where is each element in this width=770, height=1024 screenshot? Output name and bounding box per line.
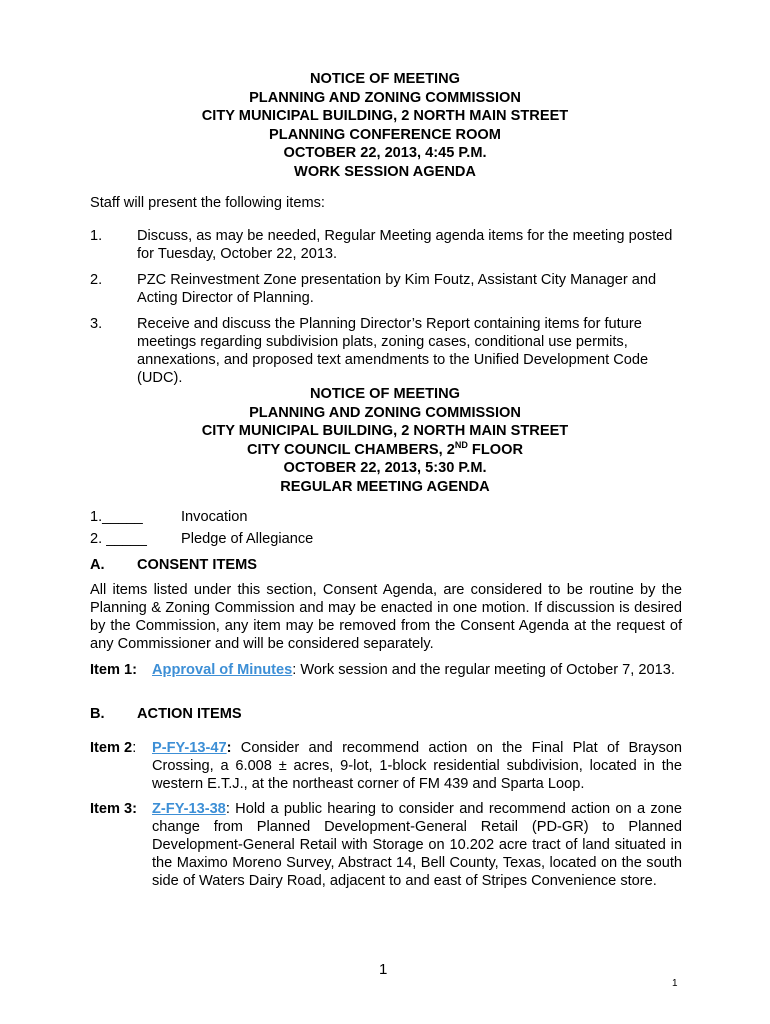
item-number: 1. [90,228,103,244]
header-line: REGULAR MEETING AGENDA [280,478,490,495]
approval-of-minutes-link[interactable]: Approval of Minutes [152,662,293,678]
header-line: OCTOBER 22, 2013, 5:30 P.M. [283,460,487,476]
header-line: NOTICE OF MEETING [310,71,460,87]
opening-number: 2. _____ [90,531,147,547]
header-line: NOTICE OF MEETING [310,386,460,402]
header-text: FLOOR [467,441,523,458]
item-1-label: Item 1: [90,662,138,678]
section-b-letter: B. [90,706,105,722]
intro-text: Staff will present the following items: [90,195,325,211]
item-2-text [152,739,682,793]
superscript: ND [454,439,468,450]
header-line: CITY MUNICIPAL BUILDING, 2 NORTH MAIN STREET [201,108,569,124]
header-text: CITY COUNCIL CHAMBERS, 2 [247,441,455,458]
header-line: PLANNING CONFERENCE ROOM [269,126,501,143]
work-session-header [90,70,680,181]
regular-meeting-header [90,385,680,496]
item-number: 2. [90,272,103,288]
z-fy-13-38-link[interactable]: Z-FY-13-38 [152,801,226,817]
opening-number: 1._____ [90,509,143,525]
item-2-label [90,739,136,757]
section-a-letter: A. [90,557,105,573]
p-fy-13-47-link[interactable]: P-FY-13-47 [152,740,227,756]
header-line: WORK SESSION AGENDA [294,163,476,180]
opening-text: Invocation [181,509,248,525]
header-line: OCTOBER 22, 2013, 4:45 P.M. [283,145,487,161]
work-session-item-text: Receive and discuss the Planning Director’s Report containing items for future meetings regarding subdivision plats, zoning cases, conditional use permits, annexations, and proposed text amendments to the Unified Development Code (UDC). [137,316,649,386]
item-2-label-text: Item 2 [90,740,133,756]
header-line: CITY MUNICIPAL BUILDING, 2 NORTH MAIN STREET [201,423,569,439]
item-2-colon: : [132,740,137,756]
item-3-label: Item 3: [90,801,138,817]
item-3-text [152,800,682,890]
section-b-title: ACTION ITEMS [137,706,242,722]
item-1-text [152,661,682,679]
item-2-link-colon: : [226,740,232,756]
consent-body: All items listed under this section, Consent Agenda, are considered to be routine by the Planning & Zoning Commission and may be enacted in one motion. If discussion is desired by the Commission, any item may be removed from the Consent Agenda at the request of any Commissioner and will be considered separately. [90,582,682,652]
opening-text: Pledge of Allegiance [181,531,314,547]
work-session-item-text: Discuss, as may be needed, Regular Meeting agenda items for the meeting posted for Tuesday, October 22, 2013. [137,228,673,262]
item-number: 3. [90,316,103,332]
page-number: 1 [379,961,388,978]
section-a-title: CONSENT ITEMS [137,557,257,573]
page-number-small: 1 [672,978,678,989]
work-session-item-text: PZC Reinvestment Zone presentation by Kim Foutz, Assistant City Manager and Acting Director of Planning. [137,272,657,306]
item-3-description: : Hold a public hearing to consider and recommend action on a zone change from Planned Development-General Retail (PD-GR) to Planned Development-General Retail with Storage on 10.202 acre tract of land situated in the Maximo Moreno Survey, Abstract 14, Bell County, Texas, located on the south side of Waters Dairy Road, adjacent to and east of Stripes Convenience store. [152,801,682,889]
header-line: PLANNING AND ZONING COMMISSION [249,89,521,106]
item-1-description: : Work session and the regular meeting of October 7, 2013. [292,662,675,678]
item-2-description: Consider and recommend action on the Final Plat of Brayson Crossing, a 6.008 ± acres, 9-lot, 1-block residential subdivision, located in the western E.T.J., at the northeast corner of FM 439 and Sparta Loop. [152,740,682,792]
header-line: PLANNING AND ZONING COMMISSION [249,404,521,421]
header-line [90,441,680,460]
